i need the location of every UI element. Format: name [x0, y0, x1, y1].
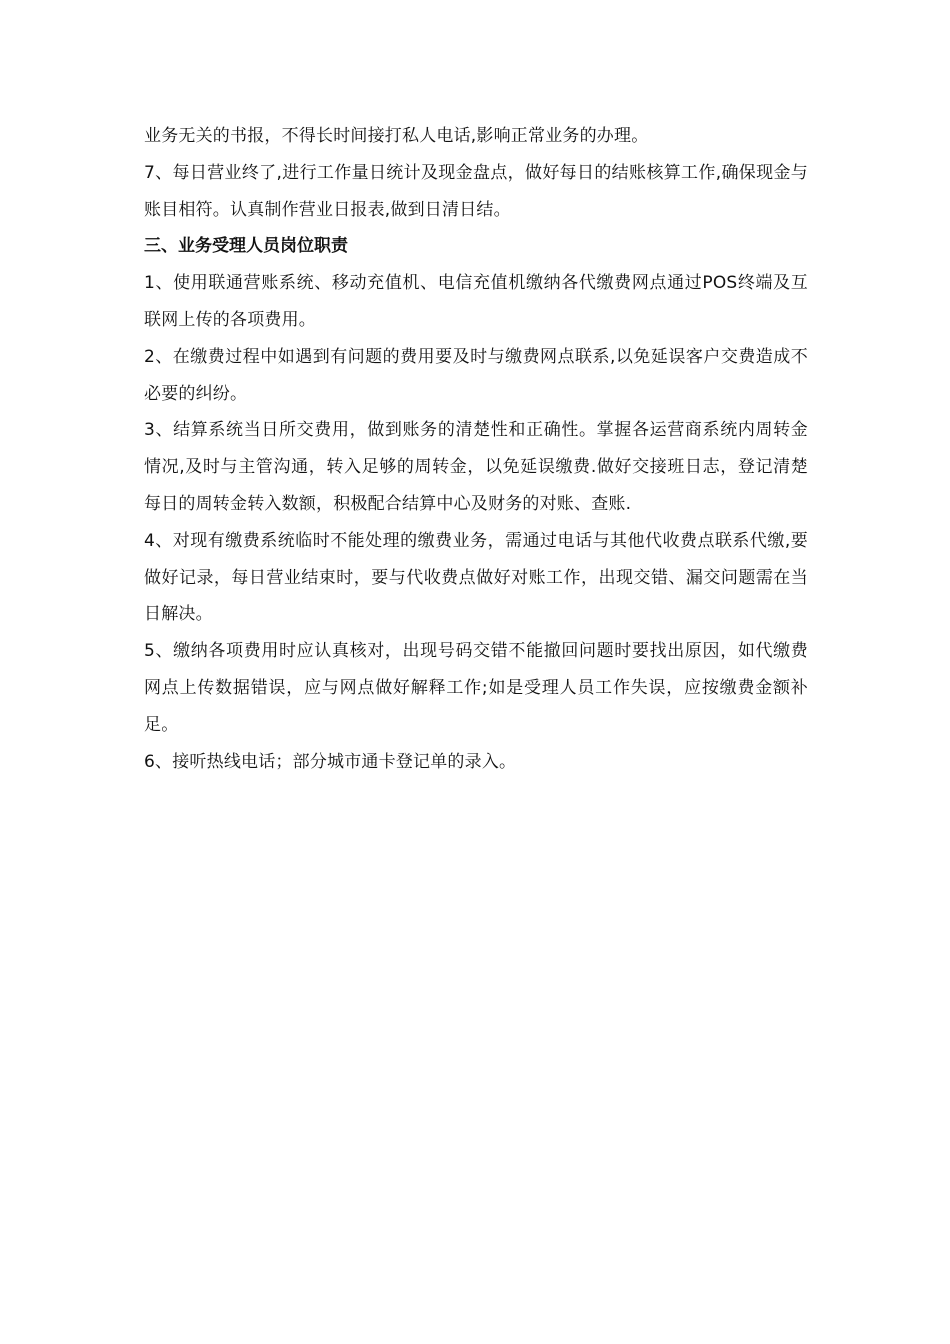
document-body [144, 118, 808, 780]
continuation-paragraph: 业务无关的书报，不得长时间接打私人电话,影响正常业务的办理。 [144, 126, 649, 146]
list-item: 1、使用联通营账系统、移动充值机、电信充值机缴纳各代缴费网点通过POS终端及互联网上传的各项费用。 [144, 273, 808, 330]
section-heading: 三、业务受理人员岗位职责 [144, 236, 348, 257]
list-item: 6、接听热线电话；部分城市通卡登记单的录入。 [144, 751, 517, 772]
list-item: 2、在缴费过程中如遇到有问题的费用要及时与缴费网点联系,以免延误客户交费造成不必要的纠纷。 [144, 346, 808, 404]
list-item: 4、对现有缴费系统临时不能处理的缴费业务，需通过电话与其他代收费点联系代缴,要做好记录，每日营业结束时，要与代收费点做好对账工作，出现交错、漏交问题需在当日解决。 [144, 530, 808, 625]
item-7-paragraph: 7、每日营业终了,进行工作量日统计及现金盘点，做好每日的结账核算工作,确保现金与账目相符。认真制作营业日报表,做到日清日结。 [144, 162, 808, 220]
list-item: 3、结算系统当日所交费用，做到账务的清楚性和正确性。掌握各运营商系统内周转金情况,及时与主管沟通，转入足够的周转金，以免延误缴费.做好交接班日志，登记清楚每日的周转金转入数额，积极配合结算中心及财务的对账、查账. [144, 420, 808, 514]
list-item: 5、缴纳各项费用时应认真核对，出现号码交错不能撤回问题时要找出原因，如代缴费网点上传数据错误，应与网点做好解释工作;如是受理人员工作失误，应按缴费金额补足。 [144, 641, 808, 735]
